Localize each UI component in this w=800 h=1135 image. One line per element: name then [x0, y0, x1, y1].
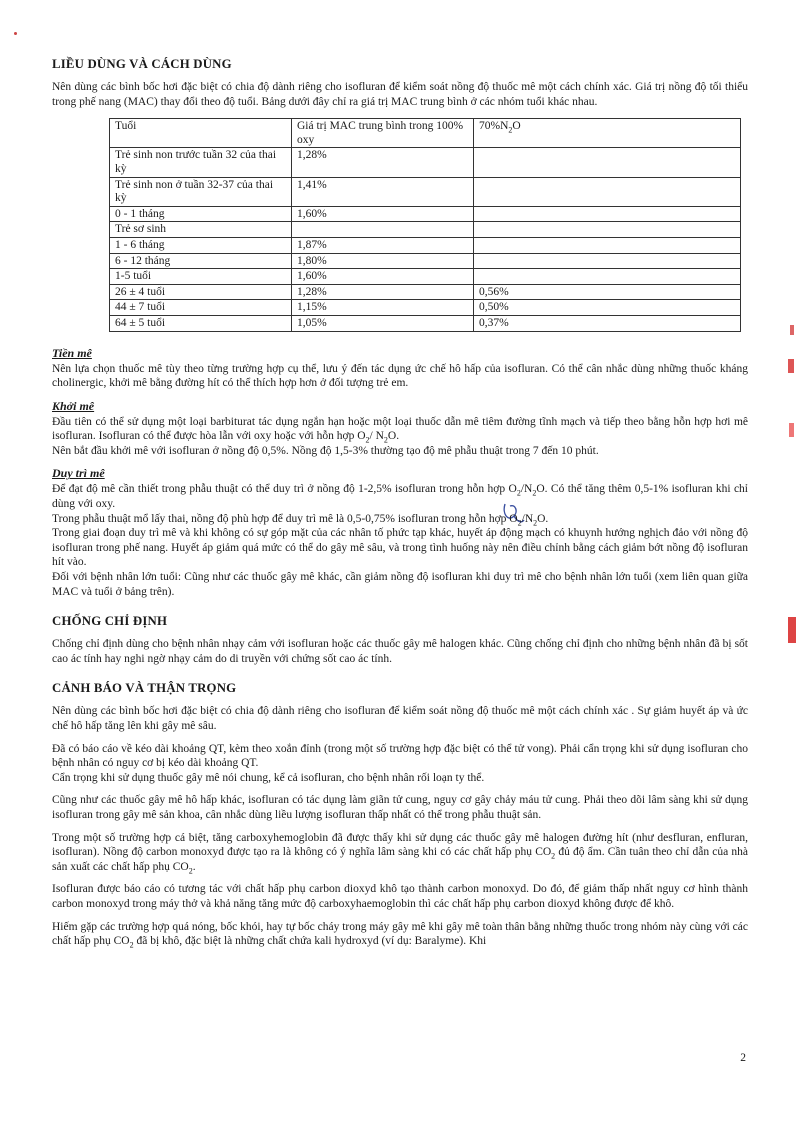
maintenance-paragraph-1: Để đạt độ mê cần thiết trong phẫu thuật có thể duy trì ở nồng độ 1-2,5% isofluran trong hỗn hợp $O_2/N_2O$. Có thể tăng thêm 0,5-1% isofluran khi chỉ dùng với oxy.	[52, 483, 749, 511]
maintenance-paragraph-2: Trong phẫu thuật mổ lấy thai, nồng độ phù hợp để duy trì mê là 0,5-0,75% isofluran trong hỗn hợp $O_2/N_2O$.	[52, 512, 549, 527]
table-header-cell: $70\%N_2O$	[474, 119, 741, 148]
table-row	[110, 177, 741, 206]
table-cell: 1 - 6 tháng	[110, 237, 292, 253]
table-cell: 1,15%	[292, 300, 474, 316]
dosage-intro: Nên dùng các bình bốc hơi đặc biệt có chia độ dành riêng cho isofluran để kiểm soát nồng độ thuốc mê một cách chính xác. Giá trị nồng độ tối thiểu trong phế nang (MAC) thay đổi theo độ tuổi. Bảng dưới đây chỉ ra giá trị MAC trung bình ở các nhóm tuổi khác nhau.	[52, 81, 748, 108]
table-cell	[474, 148, 741, 177]
table-cell: 0,50%	[474, 300, 741, 316]
table-cell: 1,28%	[292, 148, 474, 177]
table-cell: 1,41%	[292, 177, 474, 206]
table-cell	[474, 253, 741, 269]
table-row	[110, 315, 741, 331]
mac-table	[109, 118, 741, 331]
table-cell: 64 ± 5 tuổi	[110, 315, 292, 331]
table-row	[110, 253, 741, 269]
table-cell: 26 ± 4 tuổi	[110, 284, 292, 300]
induction-heading: Khởi mê	[52, 398, 95, 413]
maintenance-heading: Duy trì mê	[52, 466, 105, 481]
edge-stamp-fragment	[788, 325, 796, 655]
warnings-heading: CẢNH BÁO VÀ THẬN TRỌNG	[52, 681, 237, 696]
warnings-paragraph-5: Trong một số trường hợp cá biệt, tăng carboxyhemoglobin đã được thấy khi sử dụng các thuốc gây mê halogen đường hít (như desfluran, enfluran, isofluran). Nồng độ carbon monoxyd được tạo ra là không có ý nghĩa lâm sàng khi có các chất hấp phụ $CO_2$ đủ độ ẩm. Cần tuân theo chỉ dẫn của nhà sản xuất các chất hấp phụ $CO_2$.	[52, 831, 748, 876]
table-cell	[292, 222, 474, 238]
premed-heading: Tiền mê	[52, 345, 92, 360]
induction-paragraph-1: Đầu tiên có thể sử dụng một loại barbiturat tác dụng ngắn hạn hoặc một loại thuốc dẫn mê tiêm đường tĩnh mạch và tiếp theo bằng hỗn hợp hơi mê isofluran. Isofluran có thể được hòa lẫn với oxy hoặc với hỗn hợp $O_2/$ $N_2O$.	[52, 415, 748, 445]
table-cell: 1,05%	[292, 315, 474, 331]
table-cell	[474, 269, 741, 285]
warnings-paragraph-1: Nên dùng các bình bốc hơi đặc biệt có chia độ dành riêng cho isofluran để kiểm soát nồng độ thuốc mê một cách chính xác . Sự giảm huyết áp và ức chế hô hấp tăng lên khi gây mê sâu.	[52, 705, 748, 732]
warnings-paragraph-7: Hiếm gặp các trường hợp quá nóng, bốc khói, hay tự bốc cháy trong máy gây mê khi gây mê toàn thân bằng những thuốc trong nhóm này cùng với các chất hấp phụ $CO_2$ đã bị khô, đặc biệt là những chất chứa kali hydroxyd (ví dụ: Baralyme). Khi	[52, 920, 748, 950]
maintenance-paragraph-3: Trong giai đoạn duy trì mê và khi không có sự góp mặt của các nhân tố phức tạp khác, huyết áp động mạch có khuynh hướng nghịch đảo với nồng độ isofluran trong phế nang. Huyết áp giảm quá mức có thể do gây mê sâu, và trong tình huống này nên điều chỉnh bằng cách giảm bớt nồng độ isofluran hít vào.	[52, 527, 748, 569]
table-header-cell: Giá trị MAC trung bình trong 100% oxy	[292, 119, 474, 148]
table-cell: 0,56%	[474, 284, 741, 300]
table-cell: 44 ± 7 tuổi	[110, 300, 292, 316]
warnings-paragraph-4: Cũng như các thuốc gây mê hô hấp khác, isofluran có tác dụng làm giãn tử cung, nguy cơ gây chảy máu tử cung. Phải theo dõi lâm sàng khi sử dụng isofluran trong gây mê sản khoa, cân nhắc dùng liều lượng isofluran thấp nhất có thể trong phẫu thuật sản.	[52, 794, 748, 821]
table-cell	[474, 222, 741, 238]
main-content	[52, 56, 748, 949]
contraindications-text: Chống chỉ định dùng cho bệnh nhân nhạy cảm với isofluran hoặc các thuốc gây mê halogen khác. Cũng chống chỉ định cho những bệnh nhân đã bị sốt cao ác tính hay nghi ngờ nhạy cảm do di truyền với chứng sốt cao ác tính.	[52, 638, 748, 665]
table-cell: 1,28%	[292, 284, 474, 300]
table-cell: 0 - 1 tháng	[110, 206, 292, 222]
page-number: 2	[740, 1052, 746, 1064]
table-row	[110, 148, 741, 177]
table-cell: 1,80%	[292, 253, 474, 269]
warnings-paragraph-3: Cẩn trọng khi sử dụng thuốc gây mê nói chung, kể cả isofluran, cho bệnh nhân rối loạn ty thể.	[52, 771, 485, 784]
dosage-heading: LIỀU DÙNG VÀ CÁCH DÙNG	[52, 57, 232, 71]
table-header-cell: Tuổi	[110, 119, 292, 148]
induction-paragraph-2: Nên bắt đầu khởi mê với isofluran ở nồng độ 0,5%. Nồng độ 1,5-3% thường tạo độ mê phẫu thuật trong 7 đến 10 phút.	[52, 444, 599, 457]
table-cell	[474, 177, 741, 206]
premed-text: Nên lựa chọn thuốc mê tùy theo từng trường hợp cụ thể, lưu ý đến tác dụng ức chế hô hấp của isofluran. Có thể cân nhắc dùng những thuốc kháng cholinergic, khởi mê bằng đường hít có thể thích hợp hơn ở đối tượng trẻ em.	[52, 362, 748, 390]
table-cell: Trẻ sinh non trước tuần 32 của thai kỳ	[110, 148, 292, 177]
table-row	[110, 300, 741, 316]
table-row	[110, 222, 741, 238]
table-cell: 1,60%	[292, 269, 474, 285]
contraindications-heading: CHỐNG CHỈ ĐỊNH	[52, 614, 168, 629]
table-cell	[474, 237, 741, 253]
table-cell: 1-5 tuổi	[110, 269, 292, 285]
table-cell: 6 - 12 tháng	[110, 253, 292, 269]
table-cell	[474, 206, 741, 222]
table-cell: Trẻ sơ sinh	[110, 222, 292, 238]
table-header-row	[110, 119, 741, 148]
table-row	[110, 206, 741, 222]
table-row	[110, 269, 741, 285]
table-row	[110, 237, 741, 253]
table-row	[110, 284, 741, 300]
table-cell: 1,60%	[292, 206, 474, 222]
table-cell: 0,37%	[474, 315, 741, 331]
warnings-paragraph-6: Isofluran được báo cáo có tương tác với chất hấp phụ carbon dioxyd khô tạo thành carbon monoxyd. Do đó, để giảm thấp nhất nguy cơ hình thành carbon monoxyd trong máy thở và khả năng tăng mức độ carboxyhaemoglobin thì các chất hấp phụ carbon dioxyd không được để khô.	[52, 883, 748, 910]
margin-mark-top	[14, 32, 17, 35]
warnings-paragraph-2: Đã có báo cáo về kéo dài khoảng QT, kèm theo xoắn đỉnh (trong một số trường hợp đặc biệt có thể tử vong). Phải cẩn trọng khi sử dụng isofluran cho bệnh nhân có nguy cơ bị kéo dài khoảng QT.	[52, 742, 748, 770]
maintenance-paragraph-4: Đối với bệnh nhân lớn tuổi: Cũng như các thuốc gây mê khác, cần giảm nồng độ isofluran khi duy trì mê cho bệnh nhân lớn tuổi (xem liên quan giữa MAC và tuổi ở bảng trên).	[52, 571, 748, 598]
table-cell: 1,87%	[292, 237, 474, 253]
table-cell: Trẻ sinh non ở tuần 32-37 của thai kỳ	[110, 177, 292, 206]
